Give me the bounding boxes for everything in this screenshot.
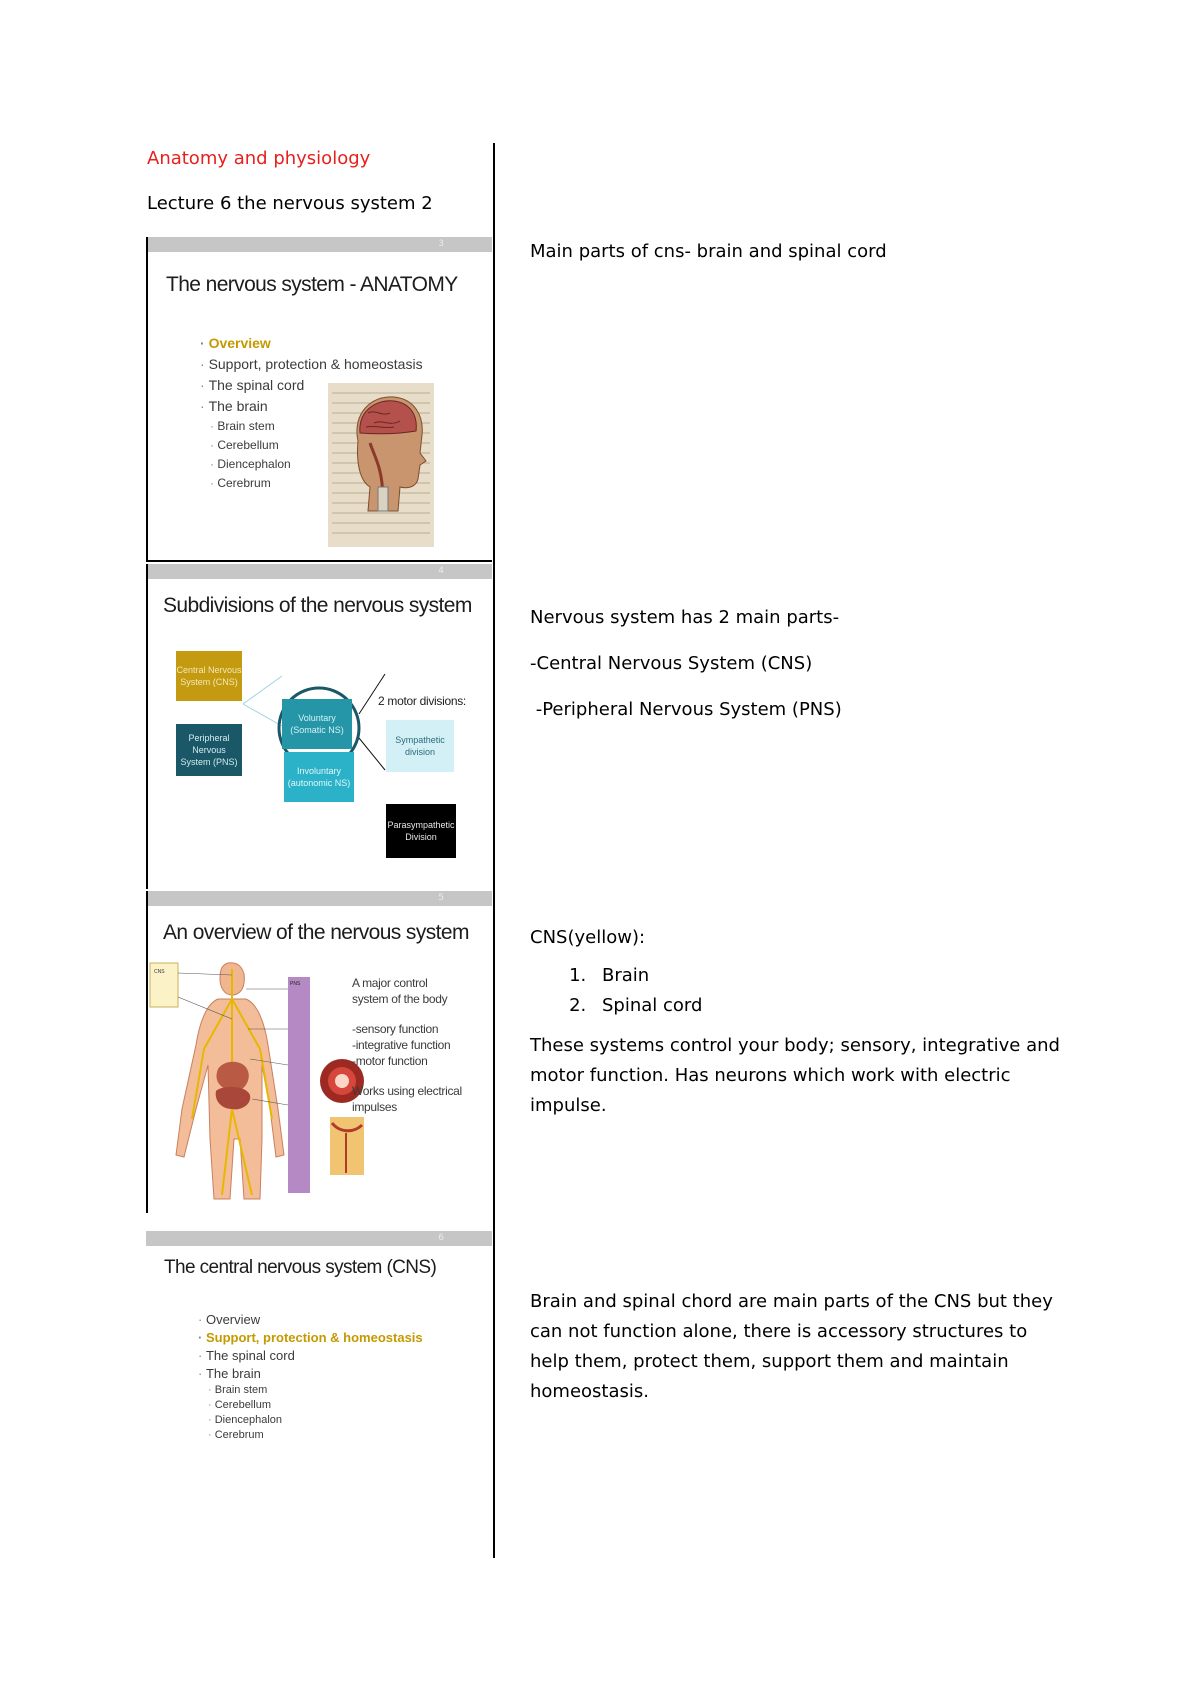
list-item: · Support, protection & homeostasis xyxy=(200,354,423,375)
slide-number: 4 xyxy=(438,566,444,576)
slide-topic-list xyxy=(198,1311,423,1443)
note-accessory-structures xyxy=(530,1287,1070,1423)
document-subtitle: Lecture 6 the nervous system 2 xyxy=(147,193,433,214)
overview-line: system of the body xyxy=(352,992,448,1006)
slide-number: 6 xyxy=(438,1233,444,1243)
note-main-parts xyxy=(530,237,887,283)
note-cns xyxy=(530,923,1060,1137)
list-item: 1. Brain xyxy=(592,961,1060,991)
overview-line: -integrative function xyxy=(352,1038,451,1052)
overview-line: impulses xyxy=(352,1100,397,1114)
note-text: Main parts of cns- brain and spinal cord xyxy=(530,241,887,262)
slide-title: The central nervous system (CNS) xyxy=(164,1257,437,1278)
column-divider xyxy=(493,143,495,1558)
sympathetic-box: Sympathetic division xyxy=(386,720,454,772)
head-anatomy-illustration xyxy=(328,383,434,547)
slide-number: 5 xyxy=(438,893,444,903)
overview-line: A major control xyxy=(352,976,428,990)
overview-line: -motor function xyxy=(352,1054,428,1068)
involuntary-box: Involuntary (autonomic NS) xyxy=(284,752,354,802)
list-item: · Cerebellum xyxy=(200,436,423,455)
list-item: 2. Spinal cord xyxy=(592,991,1060,1021)
note-text: Brain and spinal chord are main parts of the CNS but they can not function alone, there is accessory structures to help them, protect them, support them and maintain homeostasis. xyxy=(530,1291,1053,1402)
list-item: · Diencephalon xyxy=(200,455,423,474)
slide-anatomy xyxy=(146,237,492,562)
slide-title: Subdivisions of the nervous system xyxy=(163,594,472,617)
list-item: · Brain stem xyxy=(200,417,423,436)
voluntary-box: Voluntary (Somatic NS) xyxy=(282,699,352,749)
pns-box: Peripheral Nervous System (PNS) xyxy=(176,724,242,776)
list-item: · Cerebrum xyxy=(200,474,423,493)
cns-parts-list xyxy=(530,961,1060,1021)
overview-line: Works using electrical xyxy=(352,1084,462,1098)
note-two-parts xyxy=(530,603,842,741)
slide-header-bar xyxy=(146,1231,492,1246)
list-item: · Overview xyxy=(200,333,423,354)
list-item: · The brain xyxy=(198,1365,423,1383)
list-item: · Support, protection & homeostasis xyxy=(198,1329,423,1347)
document-title: Anatomy and physiology xyxy=(147,148,371,169)
overview-text-block xyxy=(352,975,462,1115)
slide-number: 3 xyxy=(438,239,444,249)
slide-header-bar xyxy=(148,237,492,252)
note-text: -Peripheral Nervous System (PNS) xyxy=(530,699,842,720)
overview-line: -sensory function xyxy=(352,1022,439,1036)
list-item: · The spinal cord xyxy=(200,375,423,396)
note-text: Nervous system has 2 main parts- xyxy=(530,607,840,628)
slide-title: An overview of the nervous system xyxy=(163,921,469,944)
slide-overview xyxy=(146,891,492,1213)
list-item: · Diencephalon xyxy=(198,1413,423,1428)
cns-box: Central Nervous System (CNS) xyxy=(176,651,242,701)
parasympathetic-box: Parasympathetic Division xyxy=(386,804,456,858)
list-item: · Overview xyxy=(198,1311,423,1329)
figure-label-cns: CNS xyxy=(154,969,165,975)
list-item: · Brain stem xyxy=(198,1383,423,1398)
note-text: These systems control your body; sensory, integrative and motor function. Has neurons which work with electric impulse. xyxy=(530,1035,1060,1116)
slide-title: The nervous system - ANATOMY xyxy=(166,273,458,296)
list-item: · The brain xyxy=(200,396,423,417)
slide-subdivisions xyxy=(146,564,492,889)
figure-label-pns: PNS xyxy=(290,981,301,987)
slide-header-bar xyxy=(148,891,492,906)
list-item: · Cerebellum xyxy=(198,1398,423,1413)
list-item: · Cerebrum xyxy=(198,1428,423,1443)
note-heading: CNS(yellow): xyxy=(530,927,646,948)
motor-divisions-label: 2 motor divisions: xyxy=(378,694,466,708)
list-item: · The spinal cord xyxy=(198,1347,423,1365)
slide-cns xyxy=(146,1231,492,1561)
note-text: -Central Nervous System (CNS) xyxy=(530,653,813,674)
